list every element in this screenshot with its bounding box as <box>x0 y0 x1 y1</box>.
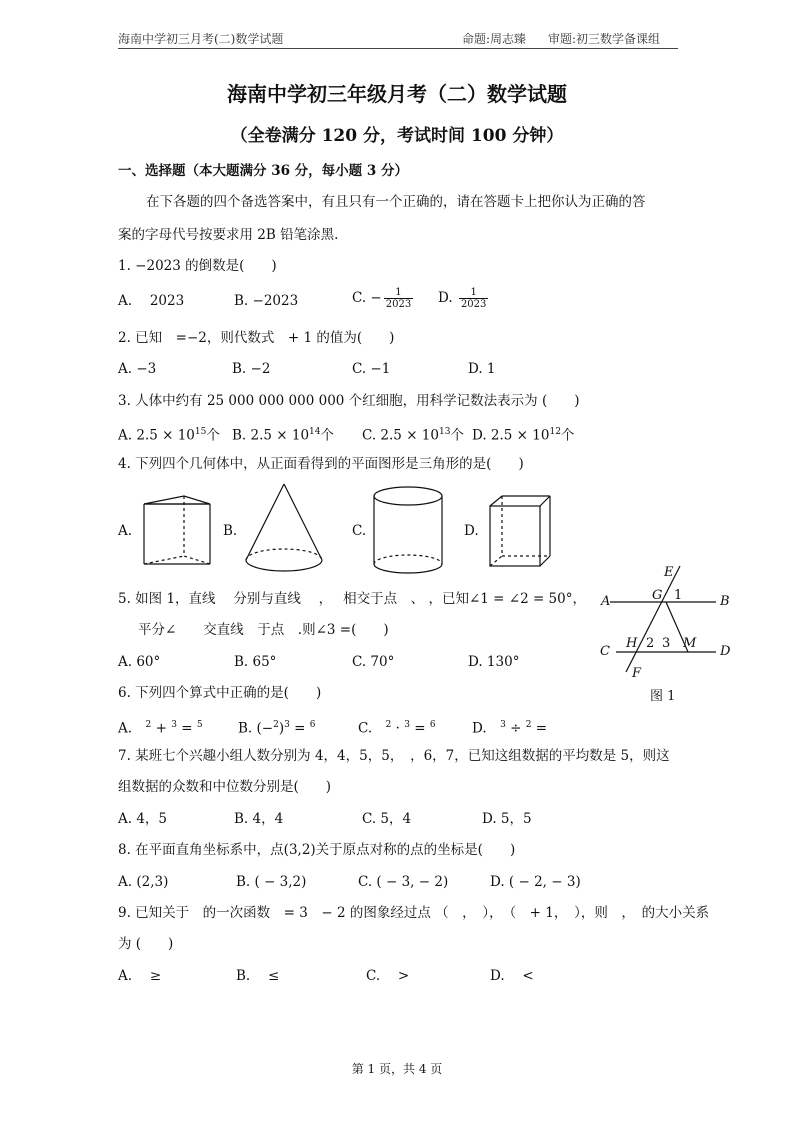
q2-option-b: B. −2 <box>232 361 271 377</box>
q3-a-base: A. 2.5 × 10 <box>118 427 195 444</box>
q1-option-c-label: C. − <box>352 290 382 306</box>
q1-option-c <box>352 287 415 310</box>
q4-stem: 4. 下列四个几何体中，从正面看得到的平面图形是三角形的是( ) <box>118 456 524 472</box>
q6-option-a: A. $^2$ + $^3$ = $^5$ <box>118 720 203 737</box>
q6-d-exp2: 2 <box>525 720 532 730</box>
q6-option-b: B. $(-^2)^3 = ^6$ <box>238 720 316 737</box>
section-heading: 一、选择题（本大题满分 36 分，每小题 3 分） <box>118 163 408 179</box>
q8-option-d: D. ( − 2, − 3) <box>490 874 581 890</box>
fig-label-f: F <box>632 666 642 681</box>
q3-a-unit: 个 <box>206 427 220 444</box>
page-title: 海南中学初三年级月考（二）数学试题 <box>227 82 567 106</box>
q5-option-d: D. 130° <box>468 654 520 670</box>
q9-option-b: B. ≤ <box>236 968 280 984</box>
header-author: 命题:周志臻 <box>462 32 527 46</box>
instruction-line1: 在下各题的四个备选答案中，有且只有一个正确的，请在答题卡上把你认为正确的答 <box>146 194 646 210</box>
q7-option-b: B. 4，4 <box>234 811 284 827</box>
q8-stem: 8. 在平面直角坐标系中，点(3,2)关于原点对称的点的坐标是( ) <box>118 842 516 858</box>
q8-option-b: B. ( − 3,2) <box>236 874 307 890</box>
instruction-line2: 案的字母代号按要求用 2B 铅笔涂黑. <box>118 227 339 243</box>
q6-stem: 6. 下列四个算式中正确的是( ) <box>118 685 322 701</box>
q1-option-b: B. −2023 <box>234 293 299 309</box>
q6-d-exp1: 3 <box>500 720 506 730</box>
q6-a-exp3: 5 <box>196 720 203 730</box>
q5-stem-line1: 5. 如图 1，直线 分别与直线 ， 相交于点 、 ，已知∠1 = ∠2 = 50°， <box>118 591 586 607</box>
q6-b-exp1: 2 <box>273 720 279 730</box>
q6-b-exp3: 6 <box>309 720 316 730</box>
q6-option-c: C. $^2$ · $^3$ = $^6$ <box>358 720 436 737</box>
q1-option-d-fraction <box>459 287 488 310</box>
figure-1-lines <box>596 562 736 682</box>
fig-label-2: 2 <box>646 636 655 651</box>
q7-option-d: D. 5，5 <box>482 811 532 827</box>
q7-option-a: A. 4，5 <box>118 811 168 827</box>
q6-a-exp2: 3 <box>171 720 177 730</box>
q2-stem: 2. 已知 =−2，则代数式 + 1 的值为( ) <box>118 330 395 346</box>
q9-stem-line2: 为 ( ) <box>118 936 174 952</box>
fig-label-3: 3 <box>662 636 671 651</box>
q3-d-exponent: 12 <box>549 427 561 437</box>
q3-option-d <box>472 423 574 445</box>
q6-b-exp2: 3 <box>284 720 290 730</box>
fig-label-d: D <box>720 644 731 659</box>
q6-c-exp3: 6 <box>429 720 436 730</box>
cylinder-figure <box>370 484 450 580</box>
fig-label-e: E <box>664 565 674 580</box>
q4-option-a: A. <box>118 523 133 539</box>
q5-option-a: A. 60° <box>118 654 161 670</box>
q6-a-exp1: 2 <box>145 720 152 730</box>
fig-label-a: A <box>601 594 611 609</box>
fig-label-g: G <box>652 588 663 603</box>
q5-option-c: C. 70° <box>352 654 395 670</box>
cuboid-figure <box>486 492 556 572</box>
q3-b-exponent: 14 <box>309 427 321 437</box>
q3-option-c <box>362 423 464 445</box>
fig-label-h: H <box>626 636 638 651</box>
q6-c-exp1: 2 <box>385 720 392 730</box>
fig-label-c: C <box>600 644 610 659</box>
q2-option-d: D. 1 <box>468 361 496 377</box>
header-left: 海南中学初三月考(二)数学试题 <box>118 32 284 46</box>
q9-option-c: C. > <box>366 968 410 984</box>
fig-label-1: 1 <box>674 588 683 603</box>
q8-option-a: A. (2,3) <box>118 874 169 890</box>
q3-option-a <box>118 423 220 445</box>
triangular-prism-figure <box>138 490 218 570</box>
q2-option-c: C. −1 <box>352 361 391 377</box>
q3-c-exponent: 13 <box>438 427 451 437</box>
q2-option-a: A. −3 <box>118 361 157 377</box>
q1-c-denominator: 2023 <box>385 299 412 310</box>
header-rule <box>118 48 678 49</box>
q1-d-numerator: 1 <box>459 287 488 299</box>
q3-d-base: D. 2.5 × 10 <box>472 427 550 444</box>
q3-c-base: C. 2.5 × 10 <box>362 427 439 444</box>
q1-d-denominator: 2023 <box>460 299 487 310</box>
fig-label-m: M <box>683 636 697 651</box>
fig-label-b: B <box>720 594 730 609</box>
q1-option-d-label: D. <box>438 290 457 306</box>
q3-b-unit: 个 <box>320 427 334 444</box>
q7-option-c: C. 5，4 <box>362 811 412 827</box>
q3-stem: 3. 人体中约有 25 000 000 000 000 个红细胞，用科学记数法表示为 ( ) <box>118 393 580 409</box>
figure-1-caption: 图 1 <box>650 689 676 704</box>
q5-stem-line2: 平分∠ 交直线 于点 .则∠3 =( ) <box>138 622 389 638</box>
q5-option-b: B. 65° <box>234 654 277 670</box>
q1-option-c-fraction <box>384 287 413 310</box>
q7-stem-line2: 组数据的众数和中位数分别是( ) <box>118 779 332 795</box>
q3-option-b <box>232 423 334 445</box>
cone-figure <box>240 480 330 580</box>
q9-option-d: D. < <box>490 968 534 984</box>
q3-a-exponent: 15 <box>194 427 207 437</box>
q3-b-base: B. 2.5 × 10 <box>232 427 310 444</box>
page-footer: 第 1 页，共 4 页 <box>351 1062 443 1076</box>
q1-option-d <box>438 287 490 310</box>
q4-option-c: C. <box>352 523 367 539</box>
q4-option-b: B. <box>223 523 238 539</box>
q3-d-unit: 个 <box>560 427 575 444</box>
q4-option-d: D. <box>464 523 479 539</box>
q6-option-d: D. $^3$ ÷ $^2$ = <box>472 720 548 737</box>
q9-stem-line1: 9. 已知关于 的一次函数 = 3 − 2 的图象经过点 （ ， ）， （ + 1， ），则 ， 的大小关系 <box>118 905 710 921</box>
q6-c-exp2: 3 <box>404 720 410 730</box>
q1-c-numerator: 1 <box>384 287 413 299</box>
q9-option-a: A. ≥ <box>118 968 162 984</box>
q3-c-unit: 个 <box>450 427 464 444</box>
q7-stem-line1: 7. 某班七个兴趣小组人数分别为 4，4，5，5， ，6，7，已知这组数据的平均数是 5，则这 <box>118 748 670 764</box>
page-subtitle: （全卷满分 120 分，考试时间 100 分钟） <box>230 126 564 146</box>
q8-option-c: C. ( − 3, − 2) <box>358 874 449 890</box>
q1-stem: 1. −2023 的倒数是( ) <box>118 258 277 274</box>
header-review: 审题:初三数学备课组 <box>548 32 661 46</box>
q1-option-a: A. 2023 <box>118 293 185 309</box>
